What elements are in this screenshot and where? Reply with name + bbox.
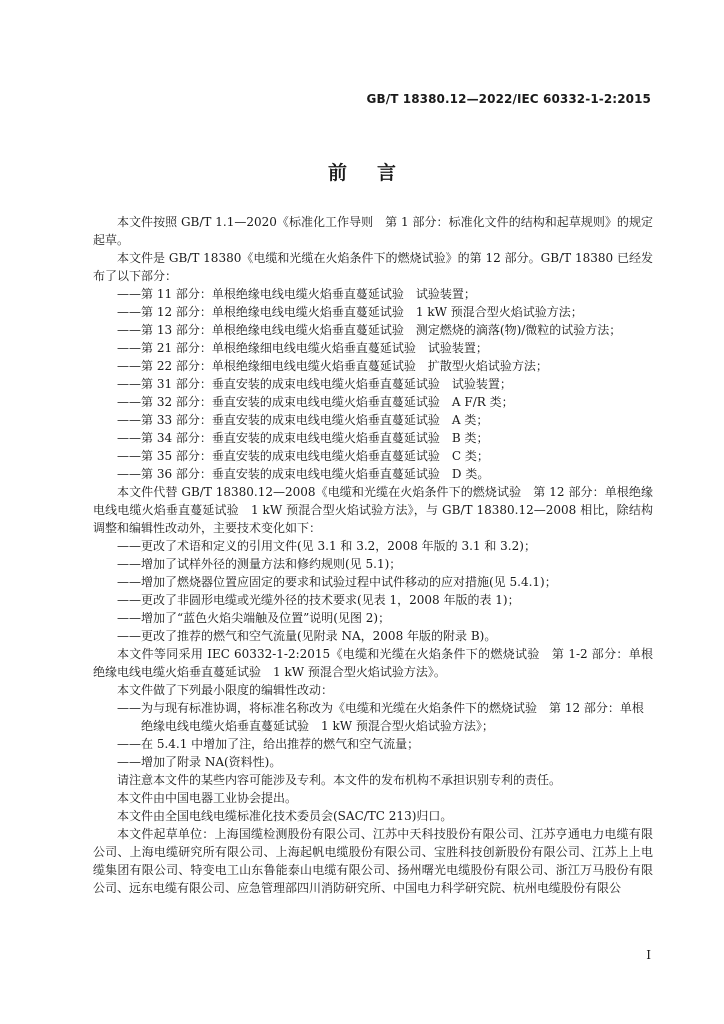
paragraph-drafting-rules: 本文件按照 GB/T 1.1—2020《标准化工作导则 第 1 部分：标准化文件的结构和起草规则》的规定起草。 xyxy=(93,215,653,247)
paragraph-proposed-by: 本文件由中国电器工业协会提出。 xyxy=(117,791,298,805)
page-title: 前言 xyxy=(327,162,426,184)
list-item-change: ——更改了非圆形电缆或光缆外径的技术要求(见表 1，2008 年版的表 1)； xyxy=(117,593,520,607)
standard-code: GB/T 18380.12—2022/IEC 60332-1-2:2015 xyxy=(366,92,651,106)
paragraph-editorial-intro: 本文件做了下列最小限度的编辑性改动： xyxy=(117,683,334,697)
list-item-part: ——第 11 部分：单根绝缘电线电缆火焰垂直蔓延试验 试验装置； xyxy=(117,287,476,301)
list-item-part: ——第 35 部分：垂直安装的成束电线电缆火焰垂直蔓延试验 C 类； xyxy=(117,449,489,463)
list-item-part: ——第 32 部分：垂直安装的成束电线电缆火焰垂直蔓延试验 A F/R 类； xyxy=(117,395,514,409)
list-item-part: ——第 33 部分：垂直安装的成束电线电缆火焰垂直蔓延试验 A 类； xyxy=(117,413,489,427)
list-item-edit: ——在 5.4.1 中增加了注，给出推荐的燃气和空气流量； xyxy=(117,737,420,751)
list-item-part: ——第 21 部分：单根绝缘细电线电缆火焰垂直蔓延试验 试验装置； xyxy=(117,341,488,355)
list-item-part: ——第 34 部分：垂直安装的成束电线电缆火焰垂直蔓延试验 B 类； xyxy=(117,431,489,445)
list-item-edit: ——为与现有标准协调，将标准名称改为《电缆和光缆在火焰条件下的燃烧试验 第 12 部分：单根绝缘电线电缆火焰垂直蔓延试验 1 kW 预混合型火焰试验方法》； xyxy=(117,701,644,733)
list-item-change: ——增加了“蓝色火焰尖端触及位置”说明(见图 2)； xyxy=(117,611,391,625)
list-item-change: ——增加了试样外径的测量方法和修约规则(见 5.1)； xyxy=(117,557,402,571)
list-item-part: ——第 22 部分：单根绝缘细电线电缆火焰垂直蔓延试验 扩散型火焰试验方法； xyxy=(117,359,548,373)
page-number: I xyxy=(646,948,651,962)
list-item-change: ——更改了推荐的燃气和空气流量(见附录 NA，2008 年版的附录 B)。 xyxy=(117,629,497,643)
list-item-part: ——第 13 部分：单根绝缘电线电缆火焰垂直蔓延试验 测定燃烧的滴落(物)/微粒的试验方法； xyxy=(117,323,622,337)
list-item-change: ——更改了术语和定义的引用文件(见 3.1 和 3.2，2008 年版的 3.1 和 3.2)； xyxy=(117,539,536,553)
list-item-change: ——增加了燃烧器位置应固定的要求和试验过程中试件移动的应对措施(见 5.4.1)； xyxy=(117,575,557,589)
paragraph-equivalent: 本文件等同采用 IEC 60332-1-2:2015《电缆和光缆在火焰条件下的燃烧试验 第 1-2 部分：单根绝缘电线电缆火焰垂直蔓延试验 1 kW 预混合型火焰试验方法》。 xyxy=(93,647,653,679)
paragraph-replaces: 本文件代替 GB/T 18380.12—2008《电缆和光缆在火焰条件下的燃烧试验 第 12 部分：单根绝缘电线电缆火焰垂直蔓延试验 1 kW 预混合型火焰试验方法》，与 GB/T 18380.12—2008 相比，除结构调整和编辑性改动外，主要技术变化如下： xyxy=(93,485,653,535)
list-item-part: ——第 12 部分：单根绝缘电线电缆火焰垂直蔓延试验 1 kW 预混合型火焰试验方法； xyxy=(117,305,583,319)
list-item-part: ——第 31 部分：垂直安装的成束电线电缆火焰垂直蔓延试验 试验装置； xyxy=(117,377,512,391)
list-item-part: ——第 36 部分：垂直安装的成束电线电缆火焰垂直蔓延试验 D 类。 xyxy=(117,467,490,481)
paragraph-patent-notice: 请注意本文件的某些内容可能涉及专利。本文件的发布机构不承担识别专利的责任。 xyxy=(117,773,562,787)
paragraph-series-intro: 本文件是 GB/T 18380《电缆和光缆在火焰条件下的燃烧试验》的第 12 部分。GB/T 18380 已经发布了以下部分： xyxy=(93,251,653,283)
list-item-edit: ——增加了附录 NA(资料性)。 xyxy=(117,755,282,769)
paragraph-committee: 本文件由全国电线电缆标准化技术委员会(SAC/TC 213)归口。 xyxy=(117,809,453,823)
paragraph-drafters: 本文件起草单位：上海国缆检测股份有限公司、江苏中天科技股份有限公司、江苏亨通电力电缆有限公司、上海电缆研究所有限公司、上海起帆电缆股份有限公司、宝胜科技创新股份有限公司、江苏上上电缆集团有限公司、特变电工山东鲁能泰山电缆有限公司、扬州曙光电缆股份有限公司、浙江万马股份有限公司、远东电缆有限公司、应急管理部四川消防研究所、中国电力科学研究院、杭州电缆股份有限公 xyxy=(93,827,653,895)
foreword-body xyxy=(93,213,653,897)
